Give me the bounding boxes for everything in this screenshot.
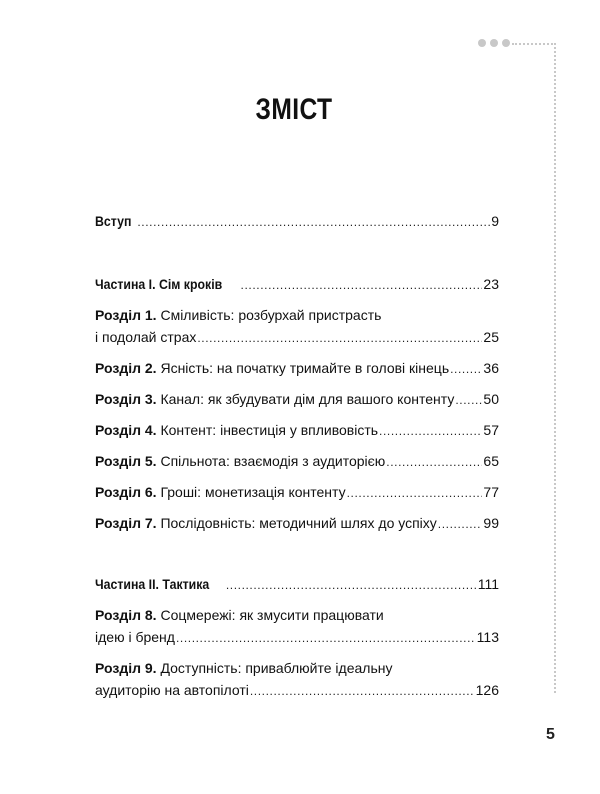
dot-leader [438, 513, 483, 535]
chapter-number: Розділ 9. [95, 660, 157, 676]
toc-page-number: 113 [476, 629, 499, 645]
toc-entry-part-2[interactable] [95, 573, 499, 596]
decorative-dotted-line-vertical [554, 43, 556, 693]
toc-entry-label: Розділ 2. Ясність: на початку тримайте в голові кінець [95, 360, 450, 376]
toc-entry-chapter-3[interactable] [95, 388, 499, 411]
dot-leader [197, 327, 482, 349]
table-of-contents [95, 210, 499, 702]
dot-leader [250, 680, 475, 702]
decorative-dotted-line-horizontal [512, 43, 556, 45]
chapter-title-part: і подолай страх [95, 329, 197, 345]
dot-leader [450, 358, 482, 380]
dot-leader [176, 627, 476, 649]
toc-entry-chapter-1[interactable] [95, 304, 499, 349]
toc-entry-label: Вступ [95, 213, 132, 229]
toc-entry-chapter-4[interactable] [95, 419, 499, 442]
toc-entry-part-1[interactable] [95, 273, 499, 296]
dot-leader [455, 389, 482, 411]
chapter-title-part: ідею і бренд [95, 629, 175, 645]
toc-page-number: 23 [483, 276, 499, 292]
dot-icon [490, 39, 498, 47]
toc-entry-label: Розділ 7. Послідовність: методичний шлях до успіху [95, 515, 437, 531]
chapter-number: Розділ 1. [95, 307, 157, 323]
toc-entry-second-line [95, 326, 499, 349]
dot-leader [347, 482, 483, 504]
toc-entry-chapter-6[interactable] [95, 481, 499, 504]
toc-page-number: 111 [477, 576, 499, 592]
toc-entry-first-line [95, 657, 499, 679]
toc-page-number: 65 [483, 453, 499, 469]
toc-entry-first-line [95, 604, 499, 626]
dot-icon [502, 39, 510, 47]
dot-leader [241, 274, 483, 296]
toc-page-number: 25 [483, 329, 499, 345]
decorative-dots [478, 39, 510, 47]
toc-entry-chapter-8[interactable] [95, 604, 499, 649]
toc-entry-first-line [95, 304, 499, 326]
dot-leader [137, 211, 490, 233]
toc-entry-chapter-7[interactable] [95, 512, 499, 535]
chapter-title-part: Сміливість: розбурхай пристрасть [156, 307, 382, 323]
toc-entry-label: Розділ 3. Канал: як збудувати дім для вашого контенту [95, 391, 455, 407]
toc-entry-second-line [95, 626, 499, 649]
toc-page-number: 77 [483, 484, 499, 500]
toc-page-number: 57 [483, 422, 499, 438]
dot-leader [379, 420, 482, 442]
dot-leader [386, 451, 482, 473]
toc-entry-second-line [95, 679, 499, 702]
toc-page-number: 36 [483, 360, 499, 376]
toc-entry-chapter-5[interactable] [95, 450, 499, 473]
toc-entry-label: Розділ 5. Спільнота: взаємодія з аудиторією [95, 453, 386, 469]
page-number: 5 [546, 726, 555, 743]
toc-entry-label: Розділ 6. Гроші: монетизація контенту [95, 484, 346, 500]
toc-entry-chapter-9[interactable] [95, 657, 499, 702]
dot-icon [478, 39, 486, 47]
toc-entry-label: Частина ІІ. Тактика [95, 576, 210, 592]
toc-page-number: 126 [475, 682, 499, 698]
chapter-number: Розділ 8. [95, 607, 157, 623]
toc-entry-label: Розділ 4. Контент: інвестиція у впливовість [95, 422, 379, 438]
page-title: ЗМІСТ [255, 93, 333, 126]
toc-entry-intro[interactable] [95, 210, 499, 233]
chapter-title-part: аудиторію на автопілоті [95, 682, 249, 698]
toc-entry-label: Частина І. Сім кроків [95, 276, 223, 292]
toc-entry-chapter-2[interactable] [95, 357, 499, 380]
toc-page-number: 50 [483, 391, 499, 407]
chapter-title-part: Доступність: приваблюйте ідеальну [156, 660, 393, 676]
toc-page-number: 9 [491, 213, 499, 229]
chapter-title-part: Соцмережі: як змусити працювати [156, 607, 384, 623]
toc-page-number: 99 [483, 515, 499, 531]
dot-leader [226, 574, 477, 596]
